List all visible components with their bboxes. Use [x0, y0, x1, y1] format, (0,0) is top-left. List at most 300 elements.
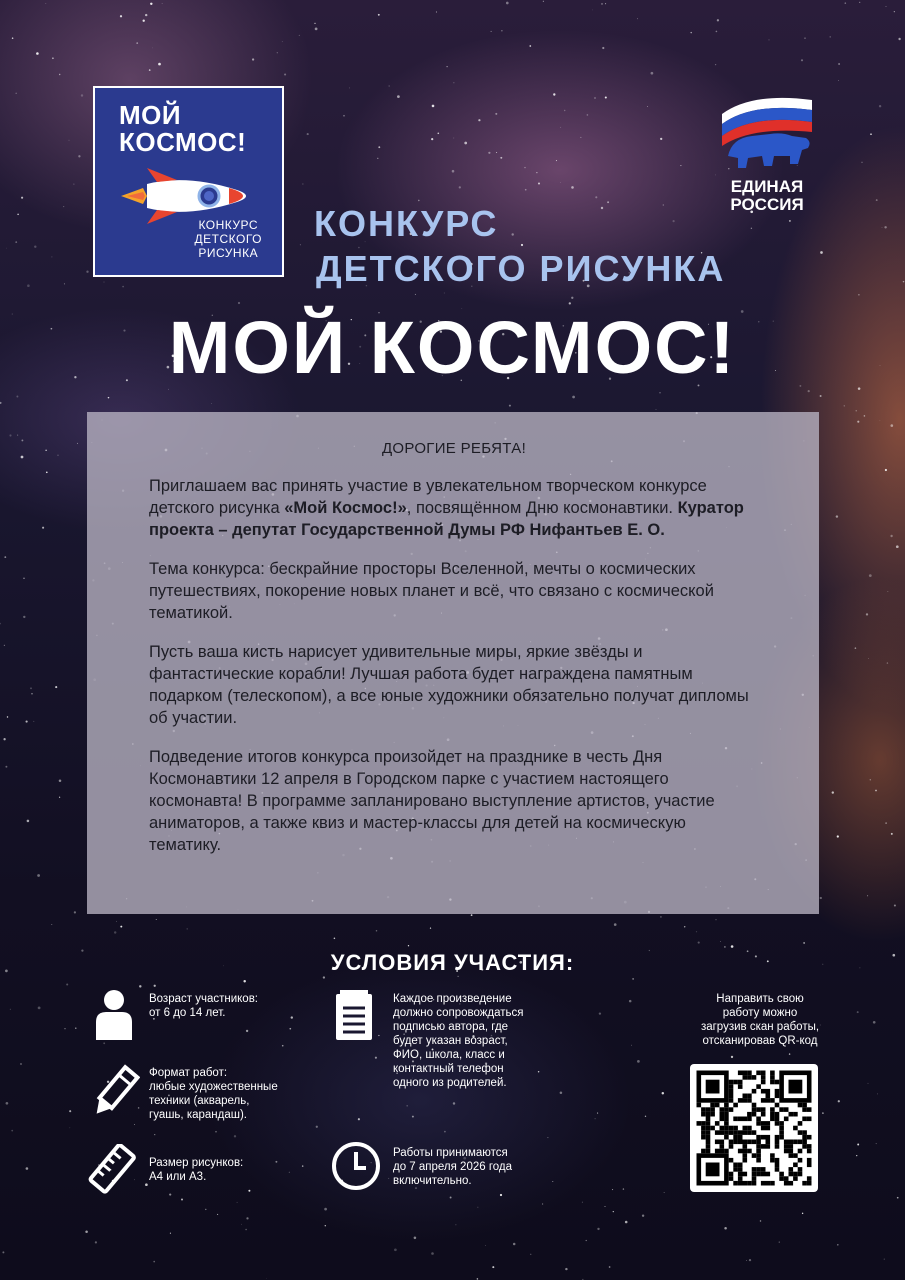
star: [837, 1244, 839, 1246]
star: [760, 1220, 761, 1221]
star: [529, 45, 531, 47]
star: [12, 37, 14, 39]
logo-title: [119, 102, 246, 156]
star: [832, 791, 834, 793]
qr-module: [701, 1112, 706, 1117]
star: [716, 31, 718, 33]
qr-line3: загрузив скан работы,: [700, 1021, 820, 1033]
qr-module: [802, 1181, 807, 1186]
star: [430, 928, 431, 929]
star: [673, 220, 675, 222]
star: [724, 1227, 727, 1230]
star: [154, 985, 156, 987]
qr-module: [747, 1117, 752, 1122]
star: [234, 1135, 236, 1137]
star: [459, 186, 461, 188]
qr-module: [761, 1075, 766, 1080]
star: [680, 165, 681, 166]
qr-module: [720, 1144, 725, 1149]
qr-module: [706, 1121, 711, 1126]
qr-module: [729, 1089, 734, 1094]
qr-module: [738, 1080, 743, 1085]
star: [698, 942, 700, 944]
star: [471, 914, 473, 916]
qr-module: [807, 1176, 812, 1181]
star: [803, 942, 804, 943]
star: [69, 1127, 70, 1128]
star: [857, 421, 859, 423]
qr-module: [784, 1144, 789, 1149]
logo-title-line1: МОЙ: [119, 100, 182, 130]
qr-module: [756, 1167, 761, 1172]
star: [660, 916, 662, 918]
qr-module: [724, 1103, 729, 1108]
p1-curator: Куратор проекта – депутат Государственной Думы РФ Нифантьев Е. О.: [149, 499, 744, 539]
qr-module: [766, 1094, 771, 1099]
qr-module: [706, 1117, 711, 1122]
star: [116, 921, 117, 922]
qr-module: [798, 1149, 803, 1154]
age-value: от 6 до 14 лет.: [149, 1007, 226, 1019]
star: [830, 36, 831, 37]
star: [868, 658, 869, 659]
qr-module: [807, 1158, 812, 1163]
qr-module: [743, 1158, 748, 1163]
headline-drawing: ДЕТСКОГО РИСУНКА: [316, 248, 726, 289]
age-label: Возраст участников:: [149, 993, 259, 1005]
qr-module: [706, 1080, 720, 1094]
star: [715, 919, 716, 920]
qr-module: [779, 1126, 784, 1131]
star: [525, 189, 527, 191]
star: [122, 286, 124, 288]
star: [565, 1268, 567, 1270]
qr-module: [715, 1121, 720, 1126]
star: [59, 779, 62, 782]
qr-module: [761, 1167, 766, 1172]
qr-module: [729, 1107, 734, 1112]
star: [358, 1118, 360, 1120]
qr-module: [752, 1130, 757, 1135]
star: [69, 140, 70, 141]
star: [86, 271, 88, 273]
sign-line2: должно сопровождаться: [393, 1007, 524, 1019]
star: [808, 390, 810, 392]
qr-module: [789, 1144, 794, 1149]
qr-module: [779, 1176, 784, 1181]
qr-module: [756, 1140, 761, 1145]
star: [277, 52, 278, 53]
star: [45, 3, 46, 4]
qr-module: [706, 1107, 711, 1112]
star: [455, 1224, 456, 1225]
qr-module: [747, 1149, 752, 1154]
sign-line6: контактный телефон: [393, 1063, 504, 1075]
qr-module: [784, 1181, 789, 1186]
qr-module: [770, 1071, 775, 1076]
qr-module: [743, 1117, 748, 1122]
star: [521, 244, 523, 246]
logo-sub-line1: КОНКУРС: [198, 218, 259, 232]
qr-module: [793, 1153, 798, 1158]
qr-module: [743, 1075, 748, 1080]
qr-module: [798, 1121, 803, 1126]
p1-text-c: , посвящённом Дню космонавтики.: [406, 499, 678, 517]
party-name-line1: ЕДИНАЯ: [730, 177, 804, 196]
qr-module: [743, 1126, 748, 1131]
qr-module: [710, 1103, 715, 1108]
format-line4: гуашь, карандаш).: [149, 1109, 247, 1121]
star: [36, 52, 39, 55]
qr-module: [793, 1140, 798, 1145]
star: [595, 1118, 596, 1119]
star: [478, 119, 480, 121]
star: [879, 105, 881, 107]
star: [95, 1241, 97, 1243]
star: [553, 93, 555, 95]
qr-module: [770, 1153, 775, 1158]
star: [856, 1155, 857, 1156]
star: [597, 1228, 599, 1230]
star: [16, 93, 17, 94]
star: [453, 1102, 455, 1104]
star: [612, 1189, 613, 1190]
qr-module: [761, 1135, 766, 1140]
qr-module: [752, 1176, 757, 1181]
qr-module: [793, 1176, 798, 1181]
qr-module: [761, 1172, 766, 1177]
qr-module: [738, 1163, 743, 1168]
star: [152, 48, 153, 49]
star: [485, 1245, 486, 1246]
logo-title-line2: КОСМОС!: [119, 127, 247, 157]
star: [120, 15, 122, 17]
qr-module: [789, 1153, 794, 1158]
star: [307, 133, 309, 135]
star: [560, 182, 561, 183]
star: [592, 10, 593, 11]
star: [720, 941, 721, 942]
qr-module: [775, 1163, 780, 1168]
star: [156, 919, 157, 920]
star: [506, 2, 509, 5]
qr-module: [752, 1075, 757, 1080]
star: [866, 613, 868, 615]
qr-module: [720, 1126, 725, 1131]
qr-module: [756, 1172, 761, 1177]
logo-subtitle: [195, 218, 262, 260]
star: [237, 1202, 238, 1203]
star: [81, 94, 83, 96]
qr-module: [775, 1121, 780, 1126]
star: [594, 97, 596, 99]
star: [453, 138, 454, 139]
star: [20, 1063, 21, 1064]
star: [145, 14, 147, 16]
star: [488, 152, 490, 154]
star: [492, 1266, 494, 1268]
qr-module: [807, 1117, 812, 1122]
qr-module: [775, 1080, 780, 1085]
star: [77, 443, 78, 444]
qr-module: [701, 1130, 706, 1135]
star: [478, 1207, 479, 1208]
star: [690, 32, 691, 33]
star: [302, 183, 303, 184]
qr-module: [701, 1135, 706, 1140]
qr-module: [743, 1071, 748, 1076]
star: [890, 535, 892, 537]
qr-module: [802, 1144, 807, 1149]
star: [542, 1204, 543, 1205]
qr-module: [720, 1112, 725, 1117]
star: [436, 12, 437, 13]
star: [867, 895, 868, 896]
qr-module: [775, 1089, 780, 1094]
qr-module: [701, 1107, 706, 1112]
qr-module: [724, 1130, 729, 1135]
star: [844, 405, 845, 406]
qr-code[interactable]: [690, 1064, 818, 1192]
qr-module: [793, 1112, 798, 1117]
star: [595, 196, 597, 198]
qr-module: [747, 1098, 752, 1103]
star: [724, 946, 726, 948]
qr-module: [761, 1112, 766, 1117]
qr-module: [738, 1135, 743, 1140]
qr-module: [798, 1167, 803, 1172]
qr-module: [733, 1181, 738, 1186]
party-name-line2: РОССИЯ: [730, 195, 804, 214]
qr-module: [784, 1117, 789, 1122]
star: [509, 405, 511, 407]
qr-module: [756, 1121, 761, 1126]
star: [623, 1188, 624, 1189]
qr-module: [770, 1117, 775, 1122]
qr-module: [738, 1181, 743, 1186]
star: [85, 1231, 88, 1234]
qr-module: [747, 1071, 752, 1076]
qr-module: [784, 1176, 789, 1181]
qr-module: [743, 1130, 748, 1135]
letter-paragraph-4: Подведение итогов конкурса произойдет на празднике в честь Дня Космонавтики 12 апреля в Городском парке с участием настоящего космонавта! В программе запланировано выступление артистов, участие аниматоров, а также квиз и мастер-классы для детей на космическую тематику.: [149, 748, 715, 854]
star: [887, 662, 888, 663]
star: [599, 1012, 601, 1014]
star: [820, 251, 823, 254]
star: [378, 14, 380, 16]
qr-module: [789, 1080, 803, 1094]
star: [886, 6, 887, 7]
star: [299, 35, 300, 36]
qr-module: [807, 1107, 812, 1112]
star: [378, 146, 380, 148]
qr-module: [779, 1107, 784, 1112]
star: [822, 1112, 824, 1114]
qr-module: [747, 1130, 752, 1135]
star: [715, 64, 716, 65]
star: [642, 1215, 644, 1217]
letter-greeting: ДОРОГИЕ РЕБЯТА!: [381, 440, 527, 457]
star: [75, 1028, 76, 1029]
sign-line1: Каждое произведение: [393, 993, 512, 1005]
qr-module: [729, 1172, 734, 1177]
clock-icon: [330, 1140, 382, 1192]
star: [108, 397, 110, 399]
qr-module: [729, 1144, 734, 1149]
star: [5, 766, 7, 768]
qr-module: [752, 1103, 757, 1108]
star: [31, 693, 32, 694]
qr-module: [784, 1149, 789, 1154]
star: [894, 11, 895, 12]
star: [21, 197, 23, 199]
ruler-icon: [88, 1144, 138, 1194]
sign-line3: подписью автора, где: [393, 1021, 509, 1033]
qr-module: [775, 1117, 780, 1122]
star: [882, 227, 883, 228]
qr-module: [733, 1080, 738, 1085]
qr-module: [779, 1135, 784, 1140]
qr-module: [715, 1103, 720, 1108]
qr-module: [720, 1140, 725, 1145]
star: [601, 207, 603, 209]
star: [820, 395, 822, 397]
qr-module: [802, 1103, 807, 1108]
qr-module: [729, 1126, 734, 1131]
condition-signature: [334, 990, 564, 1100]
qr-module: [766, 1181, 771, 1186]
star: [73, 184, 74, 185]
qr-module: [747, 1126, 752, 1131]
qr-module: [747, 1181, 752, 1186]
person-icon: [92, 988, 136, 1042]
qr-module: [743, 1144, 748, 1149]
qr-module: [729, 1158, 734, 1163]
qr-module: [756, 1158, 761, 1163]
qr-module: [743, 1140, 748, 1145]
star: [896, 545, 899, 548]
star: [104, 282, 105, 283]
star: [153, 1261, 155, 1263]
star: [205, 1209, 206, 1210]
star: [187, 928, 188, 929]
star: [769, 40, 770, 41]
qr-module: [738, 1172, 743, 1177]
qr-module: [802, 1117, 807, 1122]
star: [243, 980, 245, 982]
qr-module: [706, 1163, 720, 1177]
qr-module: [775, 1167, 780, 1172]
star: [406, 1105, 408, 1107]
qr-module: [756, 1107, 761, 1112]
qr-module: [802, 1140, 807, 1145]
star: [875, 790, 877, 792]
star: [613, 1211, 614, 1212]
qr-module: [761, 1098, 766, 1103]
star: [78, 155, 80, 157]
star: [27, 284, 30, 287]
p1-contest-name: «Мой Космос!»: [284, 499, 407, 517]
star: [888, 591, 889, 592]
star: [838, 63, 840, 65]
star: [601, 3, 603, 5]
qr-module: [766, 1126, 771, 1131]
format-line3: техники (акварель,: [149, 1095, 250, 1107]
qr-module: [761, 1181, 766, 1186]
qr-module: [747, 1094, 752, 1099]
star: [284, 73, 286, 75]
qr-instructions: [680, 992, 840, 1048]
qr-code-image: [690, 1064, 818, 1192]
star: [34, 245, 36, 247]
qr-module: [766, 1140, 771, 1145]
qr-module: [761, 1121, 766, 1126]
party-name: [712, 178, 822, 214]
star: [149, 69, 151, 71]
star: [63, 206, 64, 207]
qr-module: [724, 1126, 729, 1131]
star: [870, 133, 872, 135]
p1-text-a: Приглашаем вас принять участие в увлекательном творческом конкурсе детского рисунка: [149, 477, 707, 517]
star: [57, 455, 58, 456]
qr-module: [766, 1144, 771, 1149]
star: [33, 721, 34, 722]
star: [26, 721, 28, 723]
star: [3, 738, 5, 740]
star: [838, 80, 839, 81]
qr-module: [752, 1089, 757, 1094]
star: [315, 28, 318, 31]
star: [571, 186, 574, 189]
star: [586, 1240, 587, 1241]
star: [2, 1251, 4, 1253]
star: [884, 1259, 885, 1260]
star: [869, 574, 872, 577]
qr-module: [802, 1135, 807, 1140]
star: [211, 403, 212, 404]
star: [477, 1278, 479, 1280]
qr-module: [789, 1149, 794, 1154]
star: [377, 158, 378, 159]
star: [789, 1053, 790, 1054]
qr-module: [761, 1080, 766, 1085]
qr-module: [738, 1176, 743, 1181]
star: [547, 1137, 548, 1138]
qr-module: [701, 1126, 706, 1131]
qr-module: [724, 1149, 729, 1154]
star: [855, 647, 857, 649]
star: [437, 132, 439, 134]
star: [444, 1131, 446, 1133]
qr-module: [747, 1140, 752, 1145]
qr-module: [807, 1163, 812, 1168]
qr-module: [756, 1071, 761, 1076]
star: [4, 645, 5, 646]
star: [891, 833, 893, 835]
star: [66, 983, 68, 985]
qr-module: [710, 1112, 715, 1117]
star: [684, 926, 685, 927]
qr-module: [720, 1117, 725, 1122]
star: [560, 127, 561, 128]
star: [885, 822, 887, 824]
qr-module: [770, 1107, 775, 1112]
qr-module: [756, 1153, 761, 1158]
star: [314, 23, 315, 24]
star: [30, 687, 32, 689]
sign-line4: будет указан возраст,: [393, 1035, 508, 1047]
star: [572, 396, 575, 399]
